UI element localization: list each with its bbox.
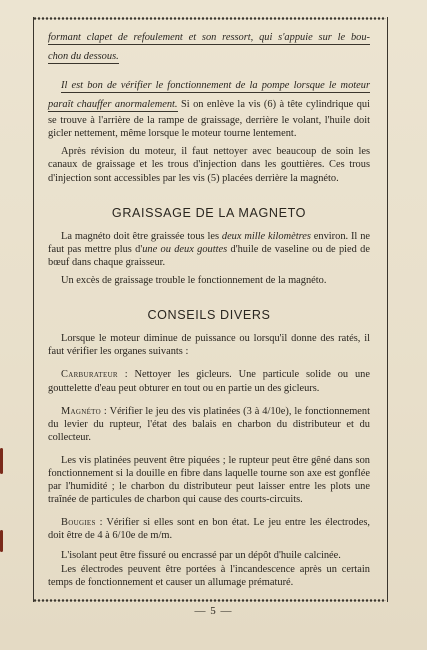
magneto-text: : Vérifier le jeu des vis platinées (3 à 4/10e), le fonctionnement du levier du rupteur, l'état des balais en charbon du distributeur et du collecteur.: [48, 405, 370, 443]
magneto-paragraph-2: Un excès de graissage trouble le fonctionnement de la magnéto.: [61, 275, 327, 287]
magneto-paragraph-1: [48, 230, 370, 269]
carburateur-label: Carburateur: [61, 369, 118, 381]
magneto-p1-c: d'huile de vaseline ou de pied de bœuf dans chaque graisseur.: [48, 243, 370, 268]
top-dotted-rule: [33, 17, 386, 20]
pump-check-rest: Si on enlève la vis (6) à tête cylindrique qui se trouve à l'arrière de la rampe de graissage, derrière le volant, l'huile doit gicler nettement, même lorsque le moteur tourne lentement.: [48, 99, 370, 140]
magneto-check-paragraph: [48, 405, 370, 444]
heading-graissage-magneto: GRAISSAGE DE LA MAGNETO: [111, 205, 307, 220]
pump-check-paragraph: [48, 76, 370, 140]
electrodes-paragraph: Les électrodes peuvent être portées à l'incandescence après un certain temps de fonctionnement et causer un allumage prématuré.: [48, 563, 370, 588]
pump-check-italic: Il est bon de vérifier le fonctionnement de la pompe lorsque le moteur paraît chauffer anormalement.: [48, 80, 370, 111]
revision-paragraph: Après révision du moteur, il faut nettoyer avec beaucoup de soin les canaux de graissage et les trous d'injection dans les gouttières. Ces trous d'injection sont accessibles par les vis (5) placées derrière la magnéto.: [48, 146, 370, 184]
bougies-label: Bougies: [61, 517, 96, 529]
top-line-1: [48, 31, 370, 44]
page-number: — 5 —: [194, 605, 233, 617]
conseils-intro: Lorsque le moteur diminue de puissance ou lorsqu'il donne des ratés, il faut vérifier les organes suivants :: [48, 333, 370, 358]
vis-platinees-paragraph: Les vis platinées peuvent être piquées ; le rupteur peut être gêné dans son fonctionnement si la douille en fibre dans laquelle tourne son axe est gonflée par l'humidité ; le charbon du distributeur peut laisser entre les plots une traînée de particules de charbon qui cause des courts-circuits.: [48, 454, 370, 506]
carburateur-text: : Nettoyer les gicleurs. Une particule solide ou une gouttelette d'eau peut obturer en tout ou en partie un des gicleurs.: [48, 369, 370, 394]
heading-conseils-divers: CONSEILS DIVERS: [147, 308, 271, 323]
top-line-2: [48, 50, 370, 63]
bougies-text: : Vérifier si elles sont en bon état. Le jeu entre les électrodes, doit être de 4 à 6/10e de m/m.: [48, 517, 370, 542]
binding-mark: [0, 448, 3, 474]
magneto-p1-italic-2: une ou deux gouttes: [142, 243, 228, 255]
binding-mark: [0, 530, 3, 552]
magneto-p1-italic-1: deux mille kilomètres: [221, 230, 311, 242]
page-body: [48, 31, 370, 589]
carburateur-paragraph: [48, 368, 370, 394]
isolant-paragraph: L'isolant peut être fissuré ou encrassé par un dépôt d'huile calcinée.: [61, 550, 341, 562]
bougies-paragraph: [48, 516, 370, 542]
magneto-p1-a: La magnéto doit être graissée tous les: [61, 230, 222, 242]
bottom-dotted-rule: [33, 599, 386, 602]
magneto-label: Magnéto: [61, 405, 101, 417]
magneto-p1-b: environ. Il ne faut pas mettre plus d': [48, 230, 370, 255]
top-line-1-text: formant clapet de refoulement et son ressort, qui s'appuie sur le bou-: [48, 32, 370, 43]
top-line-2-text: chon du dessous.: [48, 51, 119, 63]
